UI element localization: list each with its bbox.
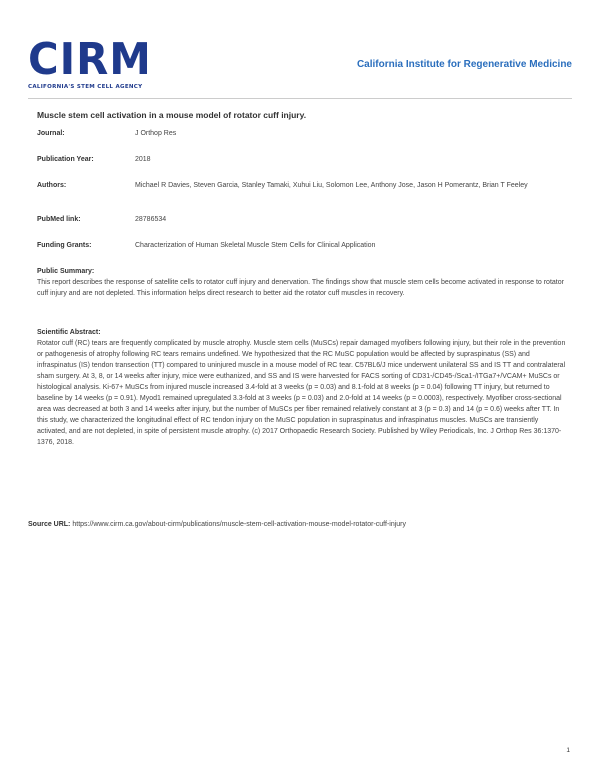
field-label: PubMed link: xyxy=(37,216,81,223)
public-summary-text: This report describes the response of satellite cells to rotator cuff injury and denervation. The findings show that muscle stem cells become activated in response to rotator cuff injury and are not depleted. This information helps direct research to better aid the rotator cuff muscles in recovery. xyxy=(37,279,564,297)
cirm-logo xyxy=(28,34,152,94)
field-value: Michael R Davies, Steven Garcia, Stanley Tamaki, Xuhui Liu, Solomon Lee, Anthony Jose, Jason H Pomerantz, Brian T Feeley xyxy=(135,182,528,189)
source-url-label: Source URL: xyxy=(28,521,71,528)
field-label: Journal: xyxy=(37,130,65,137)
pubmed-link[interactable]: 28786534 xyxy=(135,216,167,223)
logo-wordmark: CIRM xyxy=(28,34,152,85)
article-title: Muscle stem cell activation in a mouse model of rotator cuff injury. xyxy=(37,110,307,120)
scientific-abstract-heading: Scientific Abstract: xyxy=(37,329,101,336)
source-url-link[interactable]: https://www.cirm.ca.gov/about-cirm/publications/muscle-stem-cell-activation-mouse-model-rotator-cuff-injury xyxy=(72,521,407,528)
field-value: 2018 xyxy=(135,156,151,163)
source-url xyxy=(28,521,406,528)
public-summary-heading: Public Summary: xyxy=(37,268,95,275)
organization-name: California Institute for Regenerative Medicine xyxy=(356,59,572,70)
scientific-abstract xyxy=(37,327,567,448)
logo-subtitle: CALIFORNIA'S STEM CELL AGENCY xyxy=(28,84,143,90)
public-summary xyxy=(37,266,567,299)
field-label: Funding Grants: xyxy=(37,242,92,249)
field-label: Authors: xyxy=(37,182,67,189)
funding-grant-link[interactable]: Characterization of Human Skeletal Muscle Stem Cells for Clinical Application xyxy=(135,242,376,249)
field-label: Publication Year: xyxy=(37,156,94,163)
scientific-abstract-text: Rotator cuff (RC) tears are frequently complicated by muscle atrophy. Muscle stem cells (MuSCs) repair damaged myofibers following injury, but their role in the prevention or pathogenesis of atrophy following RC tears remains undefined. We hypothesized that the RC MuSC population would be affected by supraspinatus (SS) and infraspinatus (IS) tendon transection (TT) compared to uninjured muscle in a mouse model of RC tear. C57BL6/J mice underwent unilateral SS and IS TT and contralateral sham surgery. At 3, 8, or 14 weeks after injury, mice were euthanized, and SS and IS were harvested for FACS sorting of CD31-/CD45-/Sca1-/ITGa7+/VCAM+ MuSCs or histological analysis. Ki-67+ MuSCs from injured muscle increased 3.4-fold at 3 weeks (p = 0.03) and 8.1-fold at 8 weeks (p = 0.04) following TT injury, but returned to baseline by 14 weeks (p = 0.91). Myod1 remained upregulated 3.3-fold at 3 weeks (p = 0.03) and 2.0-fold at 14 weeks (p = 0.0003), respectively. Myofiber cross-sectional area was decreased at both 3 and 14 weeks after injury, but the number of MuSCs per fiber remained relatively constant at 3 (p = 0.3) and 14 (p = 0.6) weeks after TT. In this study, we characterized the longitudinal effect of RC tendon injury on the MuSC population in supraspinatus and infraspinatus muscles. MuSCs are transiently activated, and are not depleted, in spite of persistent muscle atrophy. (c) 2017 Orthopaedic Research Society. Published by Wiley Periodicals, Inc. J Orthop Res 36:1370-1376, 2018. xyxy=(37,340,566,446)
header-divider xyxy=(28,98,572,99)
page-number: 1 xyxy=(566,747,570,754)
field-value: J Orthop Res xyxy=(135,130,177,137)
